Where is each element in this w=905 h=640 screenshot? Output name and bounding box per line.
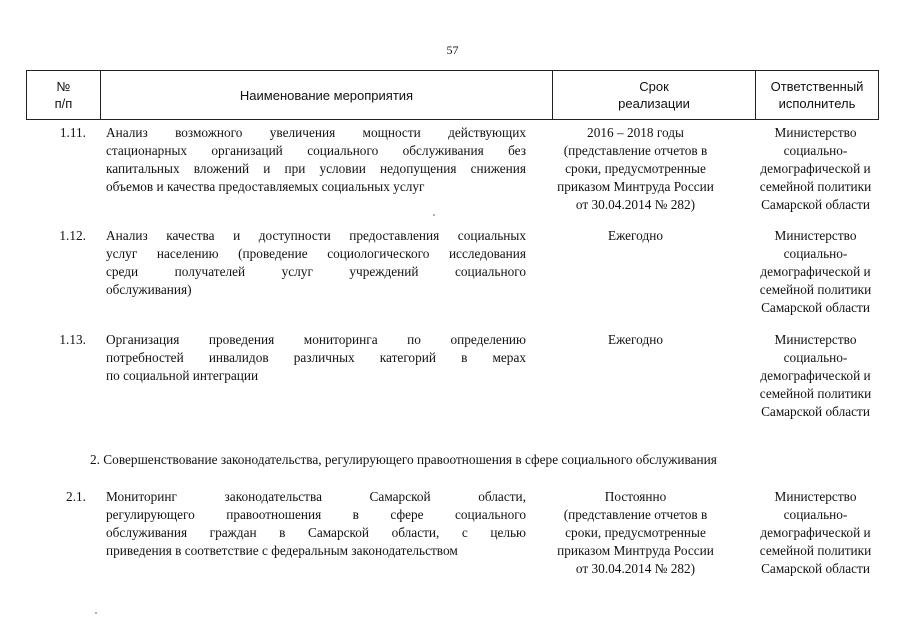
term-line: Ежегодно — [608, 332, 663, 347]
row-term — [533, 227, 738, 245]
activity-line: приведения в соответствие с федеральным законодательством — [106, 543, 458, 558]
row-activity-name — [106, 488, 526, 560]
table-header — [26, 70, 879, 120]
term-line: сроки, предусмотренные — [565, 525, 706, 540]
term-line: приказом Минтруда России — [557, 179, 714, 194]
scan-speck — [433, 214, 435, 216]
row-responsible — [732, 227, 899, 317]
row-term — [533, 331, 738, 349]
term-line: (представление отчетов в — [563, 143, 708, 158]
activity-line: потребностей инвалидов различных категорий в мерах — [106, 350, 526, 365]
activity-line: Организация проведения мониторинга по определению — [106, 332, 526, 347]
responsible-line: Министерство — [774, 125, 857, 140]
section-title: 2. Совершенствование законодательства, регулирующего правоотношения в сфере социального обслуживания — [90, 452, 717, 467]
row-term — [533, 488, 738, 578]
activity-line: обслуживания) — [106, 282, 192, 297]
header-responsible-line: Ответственный — [770, 79, 864, 94]
responsible-line: Самарской области — [761, 197, 870, 212]
row-activity-name — [106, 227, 526, 299]
responsible-line: демографической и — [760, 161, 871, 176]
activity-line: Анализ возможного увеличения мощности действующих — [106, 125, 526, 140]
responsible-line: демографической и — [760, 368, 871, 383]
term-line: Постоянно — [604, 489, 667, 504]
responsible-line: Министерство — [774, 332, 857, 347]
term-line: от 30.04.2014 № 282) — [575, 197, 696, 212]
activity-line: регулирующего правоотношения в сфере социального — [106, 507, 526, 522]
activity-line: Мониторинг законодательства Самарской области, — [106, 489, 526, 504]
responsible-line: демографической и — [760, 264, 871, 279]
activity-line: Анализ качества и доступности предоставления социальных — [106, 228, 526, 243]
scan-speck — [95, 612, 97, 614]
term-line: (представление отчетов в — [563, 507, 708, 522]
header-number-cell — [27, 71, 101, 119]
responsible-line: семейной политики — [759, 282, 872, 297]
responsible-line: Министерство — [774, 489, 857, 504]
activity-line: услуг населению (проведение социологического исследования — [106, 246, 526, 261]
responsible-line: Министерство — [774, 228, 857, 243]
row-number: 1.11. — [59, 125, 86, 140]
row-responsible — [732, 331, 899, 421]
term-line: сроки, предусмотренные — [565, 161, 706, 176]
responsible-line: Самарской области — [761, 561, 870, 576]
row-activity-name — [106, 124, 526, 196]
row-responsible — [732, 124, 899, 214]
page-number: 57 — [446, 43, 459, 57]
activity-line: объемов и качества предоставляемых социальных услуг — [106, 179, 425, 194]
row-responsible — [732, 488, 899, 578]
activity-line: капитальных вложений и при условии недопущения снижения — [106, 161, 526, 176]
header-name-cell: Наименование мероприятия — [101, 71, 553, 119]
term-line: от 30.04.2014 № 282) — [575, 561, 696, 576]
responsible-line: Самарской области — [761, 300, 870, 315]
activity-line: по социальной интеграции — [106, 368, 259, 383]
term-line: Ежегодно — [608, 228, 663, 243]
activity-line: стационарных организаций социального обслуживания без — [106, 143, 526, 158]
header-term-cell — [553, 71, 756, 119]
header-responsible-cell — [756, 71, 878, 119]
term-line: приказом Минтруда России — [557, 543, 714, 558]
activity-line: среди получателей услуг учреждений социального — [106, 264, 526, 279]
header-term-line: реализации — [618, 96, 690, 111]
responsible-line: социально- — [783, 350, 848, 365]
responsible-line: семейной политики — [759, 543, 872, 558]
responsible-line: семейной политики — [759, 179, 872, 194]
responsible-line: демографической и — [760, 525, 871, 540]
row-term — [533, 124, 738, 214]
responsible-line: социально- — [783, 507, 848, 522]
responsible-line: семейной политики — [759, 386, 872, 401]
row-number: 1.13. — [59, 332, 86, 347]
header-term-line: Срок — [639, 79, 669, 94]
row-activity-name — [106, 331, 526, 385]
responsible-line: социально- — [783, 246, 848, 261]
activity-line: обслуживания граждан в Самарской области, с целью — [106, 525, 526, 540]
term-line: 2016 – 2018 годы — [587, 125, 684, 140]
row-number: 1.12. — [59, 228, 86, 243]
header-number-line: п/п — [54, 96, 73, 111]
header-responsible-line: исполнитель — [778, 96, 856, 111]
responsible-line: Самарской области — [761, 404, 870, 419]
header-number-line: № — [56, 79, 71, 94]
responsible-line: социально- — [783, 143, 848, 158]
row-number: 2.1. — [66, 489, 86, 504]
